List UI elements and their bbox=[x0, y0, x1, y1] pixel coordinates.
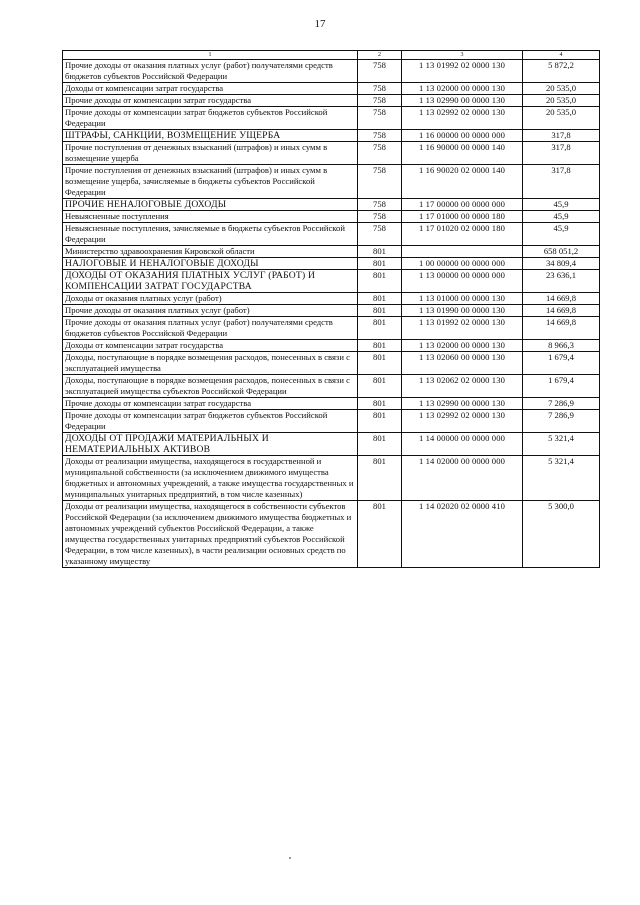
revenue-table-body bbox=[63, 51, 600, 568]
table-row bbox=[63, 95, 600, 107]
row-amount-cell: 317,8 bbox=[523, 165, 600, 199]
row-amount-cell: 23 636,1 bbox=[523, 270, 600, 293]
table-row bbox=[63, 352, 600, 375]
row-admin-code-cell: 801 bbox=[358, 433, 402, 456]
page-number: 17 bbox=[314, 18, 326, 30]
row-name-cell: Министерство здравоохранения Кировской области bbox=[63, 246, 358, 258]
table-row bbox=[63, 142, 600, 165]
row-admin-code-cell: 801 bbox=[358, 270, 402, 293]
row-amount-cell: 8 966,3 bbox=[523, 340, 600, 352]
table-row bbox=[63, 130, 600, 142]
column-number-row bbox=[63, 51, 600, 60]
row-amount-cell: 1 679,4 bbox=[523, 352, 600, 375]
row-admin-code-cell: 758 bbox=[358, 165, 402, 199]
table-row bbox=[63, 223, 600, 246]
row-budget-code-cell bbox=[402, 246, 523, 258]
row-amount-cell: 45,9 bbox=[523, 211, 600, 223]
row-name-cell: Прочие доходы от оказания платных услуг (работ) bbox=[63, 305, 358, 317]
table-row bbox=[63, 317, 600, 340]
row-budget-code-cell: 1 13 02992 02 0000 130 bbox=[402, 410, 523, 433]
row-amount-cell: 7 286,9 bbox=[523, 410, 600, 433]
row-admin-code-cell: 801 bbox=[358, 352, 402, 375]
row-budget-code-cell: 1 13 00000 00 0000 000 bbox=[402, 270, 523, 293]
row-name-cell: ДОХОДЫ ОТ ПРОДАЖИ МАТЕРИАЛЬНЫХ И НЕМАТЕРИАЛЬНЫХ АКТИВОВ bbox=[63, 433, 358, 456]
table-row bbox=[63, 165, 600, 199]
row-admin-code-cell: 758 bbox=[358, 199, 402, 211]
row-name-cell: ПРОЧИЕ НЕНАЛОГОВЫЕ ДОХОДЫ bbox=[63, 199, 358, 211]
row-admin-code-cell: 758 bbox=[358, 107, 402, 130]
row-admin-code-cell: 758 bbox=[358, 83, 402, 95]
row-budget-code-cell: 1 13 02060 00 0000 130 bbox=[402, 352, 523, 375]
scan-artifact-dot bbox=[289, 857, 291, 859]
row-amount-cell: 20 535,0 bbox=[523, 95, 600, 107]
row-name-cell: Прочие поступления от денежных взысканий (штрафов) и иных сумм в возмещение ущерба, зачисляемые в бюджеты субъектов Российской Федерации bbox=[63, 165, 358, 199]
row-name-cell: ШТРАФЫ, САНКЦИИ, ВОЗМЕЩЕНИЕ УЩЕРБА bbox=[63, 130, 358, 142]
row-budget-code-cell: 1 16 90000 00 0000 140 bbox=[402, 142, 523, 165]
row-budget-code-cell: 1 00 00000 00 0000 000 bbox=[402, 258, 523, 270]
row-name-cell: Прочие доходы от компенсации затрат государства bbox=[63, 398, 358, 410]
table-row bbox=[63, 375, 600, 398]
column-number-sum: 4 bbox=[523, 51, 600, 60]
row-admin-code-cell: 801 bbox=[358, 410, 402, 433]
row-budget-code-cell: 1 13 02000 00 0000 130 bbox=[402, 340, 523, 352]
table-row bbox=[63, 433, 600, 456]
row-amount-cell: 5 321,4 bbox=[523, 456, 600, 501]
row-admin-code-cell: 758 bbox=[358, 142, 402, 165]
row-amount-cell: 14 669,8 bbox=[523, 305, 600, 317]
row-admin-code-cell: 801 bbox=[358, 375, 402, 398]
table-row bbox=[63, 60, 600, 83]
row-name-cell: Прочие доходы от компенсации затрат бюджетов субъектов Российской Федерации bbox=[63, 410, 358, 433]
column-number-name: 1 bbox=[63, 51, 358, 60]
table-row bbox=[63, 270, 600, 293]
row-budget-code-cell: 1 13 02062 02 0000 130 bbox=[402, 375, 523, 398]
table-row bbox=[63, 501, 600, 568]
row-amount-cell: 317,8 bbox=[523, 130, 600, 142]
row-amount-cell: 5 300,0 bbox=[523, 501, 600, 568]
row-budget-code-cell: 1 13 02992 02 0000 130 bbox=[402, 107, 523, 130]
row-admin-code-cell: 801 bbox=[358, 317, 402, 340]
row-name-cell: ДОХОДЫ ОТ ОКАЗАНИЯ ПЛАТНЫХ УСЛУГ (РАБОТ) И КОМПЕНСАЦИИ ЗАТРАТ ГОСУДАРСТВА bbox=[63, 270, 358, 293]
row-name-cell: Прочие поступления от денежных взысканий (штрафов) и иных сумм в возмещение ущерба bbox=[63, 142, 358, 165]
table-row bbox=[63, 258, 600, 270]
row-amount-cell: 20 535,0 bbox=[523, 83, 600, 95]
row-budget-code-cell: 1 13 02990 00 0000 130 bbox=[402, 398, 523, 410]
table-row bbox=[63, 107, 600, 130]
table-row bbox=[63, 83, 600, 95]
row-name-cell: Доходы от компенсации затрат государства bbox=[63, 83, 358, 95]
table-row bbox=[63, 305, 600, 317]
table-row bbox=[63, 340, 600, 352]
table-row bbox=[63, 398, 600, 410]
row-amount-cell: 7 286,9 bbox=[523, 398, 600, 410]
row-budget-code-cell: 1 14 00000 00 0000 000 bbox=[402, 433, 523, 456]
row-name-cell: Доходы, поступающие в порядке возмещения расходов, понесенных в связи с эксплуатацией имущества bbox=[63, 352, 358, 375]
row-amount-cell: 45,9 bbox=[523, 223, 600, 246]
table-row bbox=[63, 246, 600, 258]
row-budget-code-cell: 1 13 01992 02 0000 130 bbox=[402, 60, 523, 83]
table-row bbox=[63, 199, 600, 211]
row-amount-cell: 317,8 bbox=[523, 142, 600, 165]
row-admin-code-cell: 801 bbox=[358, 305, 402, 317]
row-admin-code-cell: 758 bbox=[358, 60, 402, 83]
row-admin-code-cell: 758 bbox=[358, 211, 402, 223]
row-name-cell: Прочие доходы от компенсации затрат государства bbox=[63, 95, 358, 107]
table-row bbox=[63, 211, 600, 223]
table-row bbox=[63, 293, 600, 305]
row-admin-code-cell: 801 bbox=[358, 456, 402, 501]
row-admin-code-cell: 801 bbox=[358, 246, 402, 258]
row-amount-cell: 5 321,4 bbox=[523, 433, 600, 456]
row-amount-cell: 14 669,8 bbox=[523, 317, 600, 340]
row-budget-code-cell: 1 13 01990 00 0000 130 bbox=[402, 305, 523, 317]
row-name-cell: Прочие доходы от оказания платных услуг (работ) получателями средств бюджетов субъектов Российской Федерации bbox=[63, 60, 358, 83]
row-budget-code-cell: 1 17 00000 00 0000 000 bbox=[402, 199, 523, 211]
row-budget-code-cell: 1 14 02000 00 0000 000 bbox=[402, 456, 523, 501]
table-row bbox=[63, 410, 600, 433]
row-name-cell: Прочие доходы от оказания платных услуг (работ) получателями средств бюджетов субъектов Российской Федерации bbox=[63, 317, 358, 340]
row-admin-code-cell: 758 bbox=[358, 223, 402, 246]
row-budget-code-cell: 1 17 01000 00 0000 180 bbox=[402, 211, 523, 223]
row-name-cell: Невыясненные поступления bbox=[63, 211, 358, 223]
row-amount-cell: 45,9 bbox=[523, 199, 600, 211]
row-budget-code-cell: 1 16 90020 02 0000 140 bbox=[402, 165, 523, 199]
row-budget-code-cell: 1 17 01020 02 0000 180 bbox=[402, 223, 523, 246]
row-admin-code-cell: 758 bbox=[358, 95, 402, 107]
row-name-cell: Доходы от реализации имущества, находящегося в собственности субъектов Российской Федерации (за исключением движимого имущества бюджетных и автономных учреждений субъектов Российской Федерации, а также имущества государственных унитарных предприятий субъектов Российской Федерации, в том числе казенных), в части реализации основных средств по указанному имуществу bbox=[63, 501, 358, 568]
row-admin-code-cell: 801 bbox=[358, 293, 402, 305]
row-admin-code-cell: 801 bbox=[358, 398, 402, 410]
row-budget-code-cell: 1 13 02000 00 0000 130 bbox=[402, 83, 523, 95]
row-name-cell: Доходы от компенсации затрат государства bbox=[63, 340, 358, 352]
row-admin-code-cell: 758 bbox=[358, 130, 402, 142]
row-amount-cell: 5 872,2 bbox=[523, 60, 600, 83]
row-budget-code-cell: 1 16 00000 00 0000 000 bbox=[402, 130, 523, 142]
row-name-cell: Доходы от реализации имущества, находящегося в государственной и муниципальной собственности (за исключением движимого имущества бюджетных и автономных учреждений, а также имущества государственных и муниципальных унитарных предприятий, в том числе казенных) bbox=[63, 456, 358, 501]
row-budget-code-cell: 1 13 01992 02 0000 130 bbox=[402, 317, 523, 340]
row-amount-cell: 14 669,8 bbox=[523, 293, 600, 305]
row-amount-cell: 20 535,0 bbox=[523, 107, 600, 130]
row-budget-code-cell: 1 13 02990 00 0000 130 bbox=[402, 95, 523, 107]
row-name-cell: Невыясненные поступления, зачисляемые в бюджеты субъектов Российской Федерации bbox=[63, 223, 358, 246]
row-amount-cell: 658 051,2 bbox=[523, 246, 600, 258]
row-admin-code-cell: 801 bbox=[358, 340, 402, 352]
row-budget-code-cell: 1 13 01000 00 0000 130 bbox=[402, 293, 523, 305]
row-name-cell: Доходы, поступающие в порядке возмещения расходов, понесенных в связи с эксплуатацией имущества субъектов Российской Федерации bbox=[63, 375, 358, 398]
row-admin-code-cell: 801 bbox=[358, 501, 402, 568]
table-row bbox=[63, 456, 600, 501]
row-name-cell: НАЛОГОВЫЕ И НЕНАЛОГОВЫЕ ДОХОДЫ bbox=[63, 258, 358, 270]
column-number-admin: 2 bbox=[358, 51, 402, 60]
row-name-cell: Доходы от оказания платных услуг (работ) bbox=[63, 293, 358, 305]
column-number-code: 3 bbox=[402, 51, 523, 60]
row-admin-code-cell: 801 bbox=[358, 258, 402, 270]
revenue-table bbox=[62, 50, 600, 568]
row-name-cell: Прочие доходы от компенсации затрат бюджетов субъектов Российской Федерации bbox=[63, 107, 358, 130]
row-amount-cell: 34 809,4 bbox=[523, 258, 600, 270]
row-budget-code-cell: 1 14 02020 02 0000 410 bbox=[402, 501, 523, 568]
row-amount-cell: 1 679,4 bbox=[523, 375, 600, 398]
